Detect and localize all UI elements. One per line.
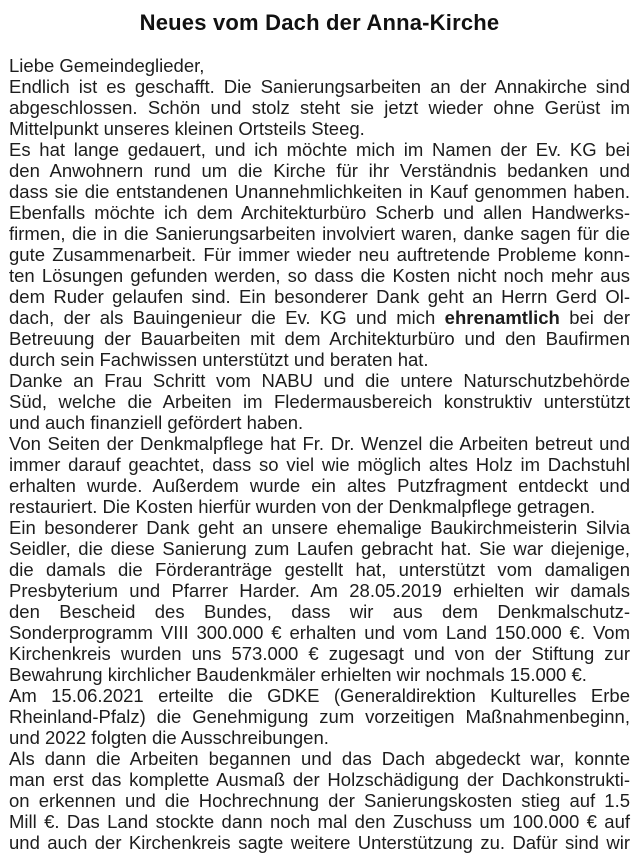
text-line: Presbyterium und Pfarrer Harder. Am 28.05.2019 erhielten wir damals: [9, 580, 630, 601]
paragraph: [9, 76, 630, 139]
text-line: restauriert. Die Kosten hierfür wurden von der Denkmalpflege getragen.: [9, 496, 596, 517]
text-line: dass sie die entstandenen Unannehmlichkeiten in Kauf genommen haben.: [9, 181, 630, 202]
text-line: Mill €. Das Land stockte dann noch mal den Zuschuss um 100.000 € auf: [9, 811, 630, 832]
document-title: Neues vom Dach der Anna-Kirche: [139, 10, 500, 35]
text-line: abgeschlossen. Schön und stolz steht sie jetzt wieder ohne Gerüst im: [9, 97, 630, 118]
text-line: Ebenfalls möchte ich dem Architekturbüro Scherb und allen Handwerks-: [9, 202, 630, 223]
paragraph: [9, 748, 630, 853]
text-line: Als dann die Arbeiten begannen und das Dach abgedeckt war, konnte: [9, 748, 630, 769]
document-body: [9, 55, 630, 853]
text-line: Von Seiten der Denkmalpflege hat Fr. Dr. Wenzel die Arbeiten betreut und: [9, 433, 630, 454]
text-line: ten Lösungen gefunden werden, so dass die Kosten nicht noch mehr aus: [9, 265, 630, 286]
text-line: on erkennen und die Hochrechnung der Sanierungskosten stieg auf 1.5: [9, 790, 630, 811]
text-line: Bewahrung kirchlicher Baudenkmäler erhielten wir nochmals 15.000 €.: [9, 664, 587, 685]
text-line: Betreuung der Bauarbeiten mit dem Architekturbüro und den Baufirmen: [9, 328, 630, 349]
text-line: und auch der Kirchenkreis sagte weitere Unterstützung zu. Dafür sind wir: [9, 832, 630, 853]
paragraph: [9, 685, 630, 748]
text-line: Ein besonderer Dank geht an unsere ehemalige Baukirchmeisterin Silvia: [9, 517, 630, 538]
text-line: und 2022 folgten die Ausschreibungen.: [9, 727, 329, 748]
text-line: Mittelpunkt unseres kleinen Ortsteils Steeg.: [9, 118, 365, 139]
paragraph: [9, 139, 630, 370]
text-line: firmen, die in die Sanierungsarbeiten involviert waren, danke sagen für die: [9, 223, 630, 244]
text-line: und auch finanziell gefördert haben.: [9, 412, 304, 433]
text-line: Sonderprogramm VIII 300.000 € erhalten und vom Land 150.000 €. Vom: [9, 622, 630, 643]
text-line: den Anwohnern rund um die Kirche für ihr Verständnis bedanken und: [9, 160, 630, 181]
text-line: Kirchenkreis wurden uns 573.000 € zugesagt und von der Stiftung zur: [9, 643, 630, 664]
text-line: dach, der als Bauingenieur die Ev. KG und mich ehrenamtlich bei der: [9, 307, 630, 328]
paragraph: [9, 370, 630, 433]
text-line: die damals die Förderanträge gestellt hat, unterstützt vom damaligen: [9, 559, 630, 580]
text-line: den Bescheid des Bundes, dass wir aus dem Denkmalschutz-: [9, 601, 630, 622]
text-line: erhalten wurde. Außerdem wurde ein altes Putzfragment entdeckt und: [9, 475, 630, 496]
text-line: Danke an Frau Schritt vom NABU und die untere Naturschutzbehörde: [9, 370, 630, 391]
paragraph: [9, 517, 630, 685]
text-line: Endlich ist es geschafft. Die Sanierungsarbeiten an der Annakirche sind: [9, 76, 630, 97]
text-line: durch sein Fachwissen unterstützt und beraten hat.: [9, 349, 429, 370]
text-line: Es hat lange gedauert, und ich möchte mich im Namen der Ev. KG bei: [9, 139, 630, 160]
text-line: gute Zusammenarbeit. Für immer wieder neu auftretende Probleme konn-: [9, 244, 630, 265]
text-line: dem Ruder gelaufen sind. Ein besonderer Dank geht an Herrn Gerd Ol-: [9, 286, 630, 307]
text-line: Liebe Gemeindeglieder,: [9, 55, 205, 76]
text-line: Rheinland-Pfalz) die Genehmigung zum vorzeitigen Maßnahmenbeginn,: [9, 706, 630, 727]
text-line: Am 15.06.2021 erteilte die GDKE (Generaldirektion Kulturelles Erbe: [9, 685, 630, 706]
paragraph: [9, 433, 630, 517]
text-line: man erst das komplette Ausmaß der Holzschädigung der Dachkonstrukti-: [9, 769, 630, 790]
paragraph: [9, 55, 630, 76]
text-line: Seidler, die diese Sanierung zum Laufen gebracht hat. Sie war diejenige,: [9, 538, 630, 559]
text-line: Süd, welche die Arbeiten im Fledermausbereich konstruktiv unterstützt: [9, 391, 630, 412]
text-line: immer darauf geachtet, dass so viel wie möglich altes Holz im Dachstuhl: [9, 454, 630, 475]
